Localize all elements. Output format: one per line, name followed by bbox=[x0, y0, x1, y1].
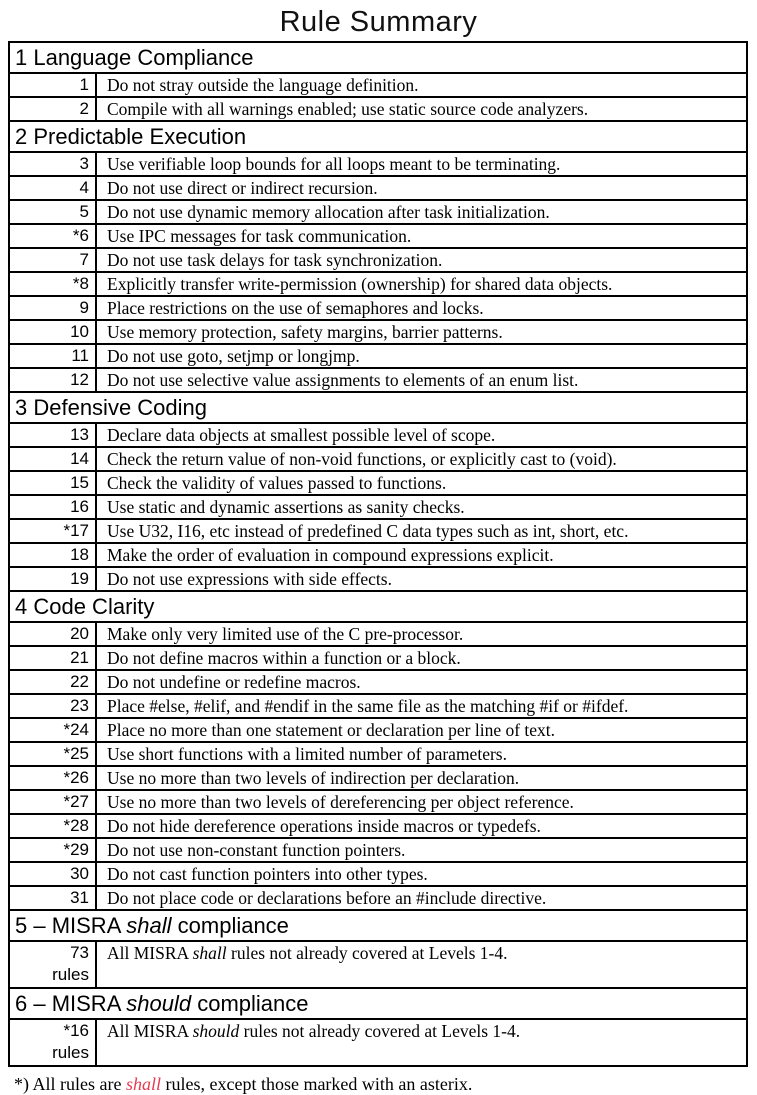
rule-number-cell bbox=[9, 567, 96, 591]
rule-row bbox=[9, 742, 747, 766]
rule-row bbox=[9, 670, 747, 694]
text-run: 5 – MISRA bbox=[15, 912, 127, 938]
text-run: Do not place code or declarations before an #include directive. bbox=[107, 888, 547, 908]
rule-number-line: *17 bbox=[63, 521, 89, 540]
text-run: Do not stray outside the language definition. bbox=[107, 75, 419, 95]
rule-number-cell bbox=[9, 368, 96, 392]
rule-row bbox=[9, 200, 747, 224]
text-run: Check the validity of values passed to functions. bbox=[107, 473, 447, 493]
rule-number-cell bbox=[9, 941, 96, 988]
rule-number-cell bbox=[9, 718, 96, 742]
rule-number-cell bbox=[9, 670, 96, 694]
rule-number-line: 12 bbox=[70, 370, 89, 389]
section-heading bbox=[9, 591, 747, 622]
rule-row bbox=[9, 886, 747, 910]
text-run: Use IPC messages for task communication. bbox=[107, 226, 412, 246]
rule-number-line: *8 bbox=[72, 274, 89, 293]
text-run: Do not use selective value assignments to elements of an enum list. bbox=[107, 370, 579, 390]
text-run: Use no more than two levels of dereferencing per object reference. bbox=[107, 792, 574, 812]
rule-number-cell bbox=[9, 423, 96, 447]
rule-number-line: 21 bbox=[70, 648, 89, 667]
rule-row bbox=[9, 814, 747, 838]
text-run: Check the return value of non-void functions, or explicitly cast to (void). bbox=[107, 449, 617, 469]
rule-text-cell bbox=[96, 543, 747, 567]
rule-number-line: 2 bbox=[79, 99, 89, 118]
rule-text-cell bbox=[96, 152, 747, 176]
section-heading bbox=[9, 910, 747, 941]
rule-text-cell bbox=[96, 495, 747, 519]
rule-row bbox=[9, 97, 747, 121]
rule-number-cell bbox=[9, 447, 96, 471]
rule-text-cell bbox=[96, 248, 747, 272]
rule-row bbox=[9, 320, 747, 344]
text-run: rules, except those marked with an asterix. bbox=[160, 1074, 473, 1094]
rule-number-line: 1 bbox=[79, 75, 89, 94]
rule-text-cell bbox=[96, 814, 747, 838]
rule-row bbox=[9, 73, 747, 97]
text-run: Use verifiable loop bounds for all loops meant to be terminating. bbox=[107, 154, 561, 174]
rule-text-cell bbox=[96, 670, 747, 694]
text-run: Do not use direct or indirect recursion. bbox=[107, 178, 378, 198]
rule-number-cell bbox=[9, 790, 96, 814]
section-header-row bbox=[9, 591, 747, 622]
rule-number-line: 20 bbox=[70, 624, 89, 643]
text-run: 2 Predictable Execution bbox=[15, 123, 247, 149]
rule-number-cell bbox=[9, 471, 96, 495]
rule-row bbox=[9, 447, 747, 471]
text-run: Do not cast function pointers into other types. bbox=[107, 864, 428, 884]
rule-row bbox=[9, 838, 747, 862]
rule-number-line: *26 bbox=[63, 768, 89, 787]
italic-text: shall bbox=[126, 912, 172, 938]
rule-number-line: 15 bbox=[70, 473, 89, 492]
rule-text-cell bbox=[96, 224, 747, 248]
rule-text-cell bbox=[96, 519, 747, 543]
rule-number-line: 7 bbox=[79, 250, 89, 269]
text-run: 4 Code Clarity bbox=[15, 593, 155, 619]
rule-number-line: 14 bbox=[70, 449, 89, 468]
text-run: Make only very limited use of the C pre-processor. bbox=[107, 624, 464, 644]
section-header-row bbox=[9, 121, 747, 152]
text-run: Use no more than two levels of indirection per declaration. bbox=[107, 768, 520, 788]
text-run: rules not already covered at Levels 1-4. bbox=[226, 943, 508, 963]
rule-text-cell bbox=[96, 941, 747, 988]
text-run: 3 Defensive Coding bbox=[15, 394, 208, 420]
rule-text-cell bbox=[96, 766, 747, 790]
rule-number-line: 11 bbox=[71, 346, 89, 365]
rule-number-line: 18 bbox=[70, 545, 89, 564]
section-header-row bbox=[9, 392, 747, 423]
rule-text-cell bbox=[96, 567, 747, 591]
rule-number-line: 9 bbox=[79, 298, 89, 317]
rule-text-cell bbox=[96, 320, 747, 344]
rule-row bbox=[9, 224, 747, 248]
rule-number-line: *16 bbox=[63, 1021, 89, 1040]
rule-row bbox=[9, 471, 747, 495]
section-heading bbox=[9, 42, 747, 73]
rule-row bbox=[9, 368, 747, 392]
text-run: Use short functions with a limited number of parameters. bbox=[107, 744, 507, 764]
rule-row bbox=[9, 862, 747, 886]
rule-text-cell bbox=[96, 471, 747, 495]
rule-text-cell bbox=[96, 368, 747, 392]
rule-number-cell bbox=[9, 344, 96, 368]
text-run: Do not use task delays for task synchronization. bbox=[107, 250, 443, 270]
section-header-row bbox=[9, 910, 747, 941]
rule-text-cell bbox=[96, 1019, 747, 1066]
text-run: Declare data objects at smallest possible level of scope. bbox=[107, 425, 496, 445]
text-run: Use static and dynamic assertions as sanity checks. bbox=[107, 497, 465, 517]
rule-text-cell bbox=[96, 790, 747, 814]
rule-number-line: 73 bbox=[70, 943, 89, 962]
rule-number-cell bbox=[9, 519, 96, 543]
rule-summary-table-body bbox=[9, 42, 747, 1066]
section-heading bbox=[9, 988, 747, 1019]
rule-number-cell bbox=[9, 320, 96, 344]
rule-number-cell bbox=[9, 272, 96, 296]
rule-text-cell bbox=[96, 73, 747, 97]
rule-number-cell bbox=[9, 646, 96, 670]
rule-number-line: 22 bbox=[70, 672, 89, 691]
rule-text-cell bbox=[96, 694, 747, 718]
text-run: Do not use non-constant function pointers. bbox=[107, 840, 406, 860]
rule-text-cell bbox=[96, 97, 747, 121]
text-run: Use U32, I16, etc instead of predefined C data types such as int, short, etc. bbox=[107, 521, 629, 541]
text-run: compliance bbox=[191, 990, 309, 1016]
rule-text-cell bbox=[96, 423, 747, 447]
rule-number-line: 19 bbox=[70, 569, 89, 588]
rule-number-line: rules bbox=[52, 965, 89, 984]
rule-number-cell bbox=[9, 296, 96, 320]
rule-number-cell bbox=[9, 152, 96, 176]
text-run: Place restrictions on the use of semaphores and locks. bbox=[107, 298, 484, 318]
rule-row bbox=[9, 344, 747, 368]
text-run: 6 – MISRA bbox=[15, 990, 127, 1016]
rule-text-cell bbox=[96, 296, 747, 320]
text-run: Place #else, #elif, and #endif in the same file as the matching #if or #ifdef. bbox=[107, 696, 629, 716]
rule-number-cell bbox=[9, 176, 96, 200]
rule-number-cell bbox=[9, 248, 96, 272]
rule-number-line: 10 bbox=[70, 322, 89, 341]
rule-row bbox=[9, 296, 747, 320]
rule-number-line: *27 bbox=[63, 792, 89, 811]
rule-number-line: 13 bbox=[70, 425, 89, 444]
text-run: Use memory protection, safety margins, barrier patterns. bbox=[107, 322, 503, 342]
section-header-row bbox=[9, 988, 747, 1019]
text-run: All MISRA bbox=[107, 943, 193, 963]
page-title: Rule Summary bbox=[279, 6, 478, 38]
rule-number-line: 30 bbox=[70, 864, 89, 883]
rule-number-cell bbox=[9, 73, 96, 97]
rule-number-cell bbox=[9, 622, 96, 646]
rule-number-cell bbox=[9, 814, 96, 838]
rule-number-cell bbox=[9, 742, 96, 766]
rule-number-cell bbox=[9, 224, 96, 248]
rule-number-line: rules bbox=[52, 1043, 89, 1062]
rule-row bbox=[9, 622, 747, 646]
rule-text-cell bbox=[96, 862, 747, 886]
rule-text-cell bbox=[96, 838, 747, 862]
rule-row bbox=[9, 272, 747, 296]
text-run: Do not use expressions with side effects. bbox=[107, 569, 392, 589]
text-run: Do not define macros within a function or a block. bbox=[107, 648, 461, 668]
section-heading bbox=[9, 121, 747, 152]
rule-number-cell bbox=[9, 862, 96, 886]
italic-text: shall bbox=[192, 943, 227, 963]
rule-number-line: *28 bbox=[63, 816, 89, 835]
rule-number-cell bbox=[9, 886, 96, 910]
rule-row bbox=[9, 646, 747, 670]
rule-row bbox=[9, 567, 747, 591]
rule-text-cell bbox=[96, 176, 747, 200]
text-run: Place no more than one statement or declaration per line of text. bbox=[107, 720, 556, 740]
rule-row bbox=[9, 1019, 747, 1066]
text-run: *) All rules are bbox=[14, 1074, 126, 1094]
rule-number-cell bbox=[9, 495, 96, 519]
rule-text-cell bbox=[96, 344, 747, 368]
rule-number-line: *24 bbox=[63, 720, 89, 739]
rule-row bbox=[9, 718, 747, 742]
rule-text-cell bbox=[96, 272, 747, 296]
rule-row bbox=[9, 941, 747, 988]
italic-text: should bbox=[126, 990, 192, 1016]
rule-row bbox=[9, 248, 747, 272]
section-heading bbox=[9, 392, 747, 423]
text-run: Do not undefine or redefine macros. bbox=[107, 672, 361, 692]
text-run: Do not hide dereference operations inside macros or typedefs. bbox=[107, 816, 541, 836]
rule-number-line: 16 bbox=[70, 497, 89, 516]
rule-text-cell bbox=[96, 646, 747, 670]
rule-number-cell bbox=[9, 766, 96, 790]
rule-row bbox=[9, 790, 747, 814]
text-run: 1 Language Compliance bbox=[15, 44, 254, 70]
rule-number-cell bbox=[9, 543, 96, 567]
rule-number-line: 5 bbox=[79, 202, 89, 221]
rule-number-line: *29 bbox=[63, 840, 89, 859]
rule-number-line: 3 bbox=[79, 154, 89, 173]
rule-number-cell bbox=[9, 1019, 96, 1066]
rule-number-line: 23 bbox=[70, 696, 89, 715]
rule-row bbox=[9, 766, 747, 790]
rule-text-cell bbox=[96, 200, 747, 224]
rule-row bbox=[9, 176, 747, 200]
rule-row bbox=[9, 543, 747, 567]
rule-number-line: 31 bbox=[70, 888, 89, 907]
rule-number-cell bbox=[9, 838, 96, 862]
text-run: Do not use dynamic memory allocation after task initialization. bbox=[107, 202, 550, 222]
rule-number-cell bbox=[9, 97, 96, 121]
rule-text-cell bbox=[96, 447, 747, 471]
rule-row bbox=[9, 495, 747, 519]
rule-row bbox=[9, 152, 747, 176]
rule-text-cell bbox=[96, 742, 747, 766]
rule-number-cell bbox=[9, 694, 96, 718]
rule-summary-table bbox=[8, 41, 748, 1067]
rule-text-cell bbox=[96, 718, 747, 742]
italic-text: shall bbox=[125, 1074, 161, 1094]
rule-row bbox=[9, 423, 747, 447]
text-run: Do not use goto, setjmp or longjmp. bbox=[107, 346, 360, 366]
text-run: rules not already covered at Levels 1-4. bbox=[239, 1021, 521, 1041]
rule-number-line: 4 bbox=[79, 178, 89, 197]
rule-row bbox=[9, 694, 747, 718]
rule-row bbox=[9, 519, 747, 543]
rule-text-cell bbox=[96, 622, 747, 646]
text-run: Explicitly transfer write-permission (ownership) for shared data objects. bbox=[107, 274, 613, 294]
rule-number-cell bbox=[9, 200, 96, 224]
footnote bbox=[14, 1074, 757, 1095]
text-run: compliance bbox=[171, 912, 289, 938]
text-run: All MISRA bbox=[107, 1021, 193, 1041]
text-run: Compile with all warnings enabled; use static source code analyzers. bbox=[107, 99, 589, 119]
italic-text: should bbox=[192, 1021, 240, 1041]
rule-number-line: *6 bbox=[72, 226, 89, 245]
section-header-row bbox=[9, 42, 747, 73]
text-run: Make the order of evaluation in compound expressions explicit. bbox=[107, 545, 554, 565]
rule-text-cell bbox=[96, 886, 747, 910]
rule-number-line: *25 bbox=[63, 744, 89, 763]
